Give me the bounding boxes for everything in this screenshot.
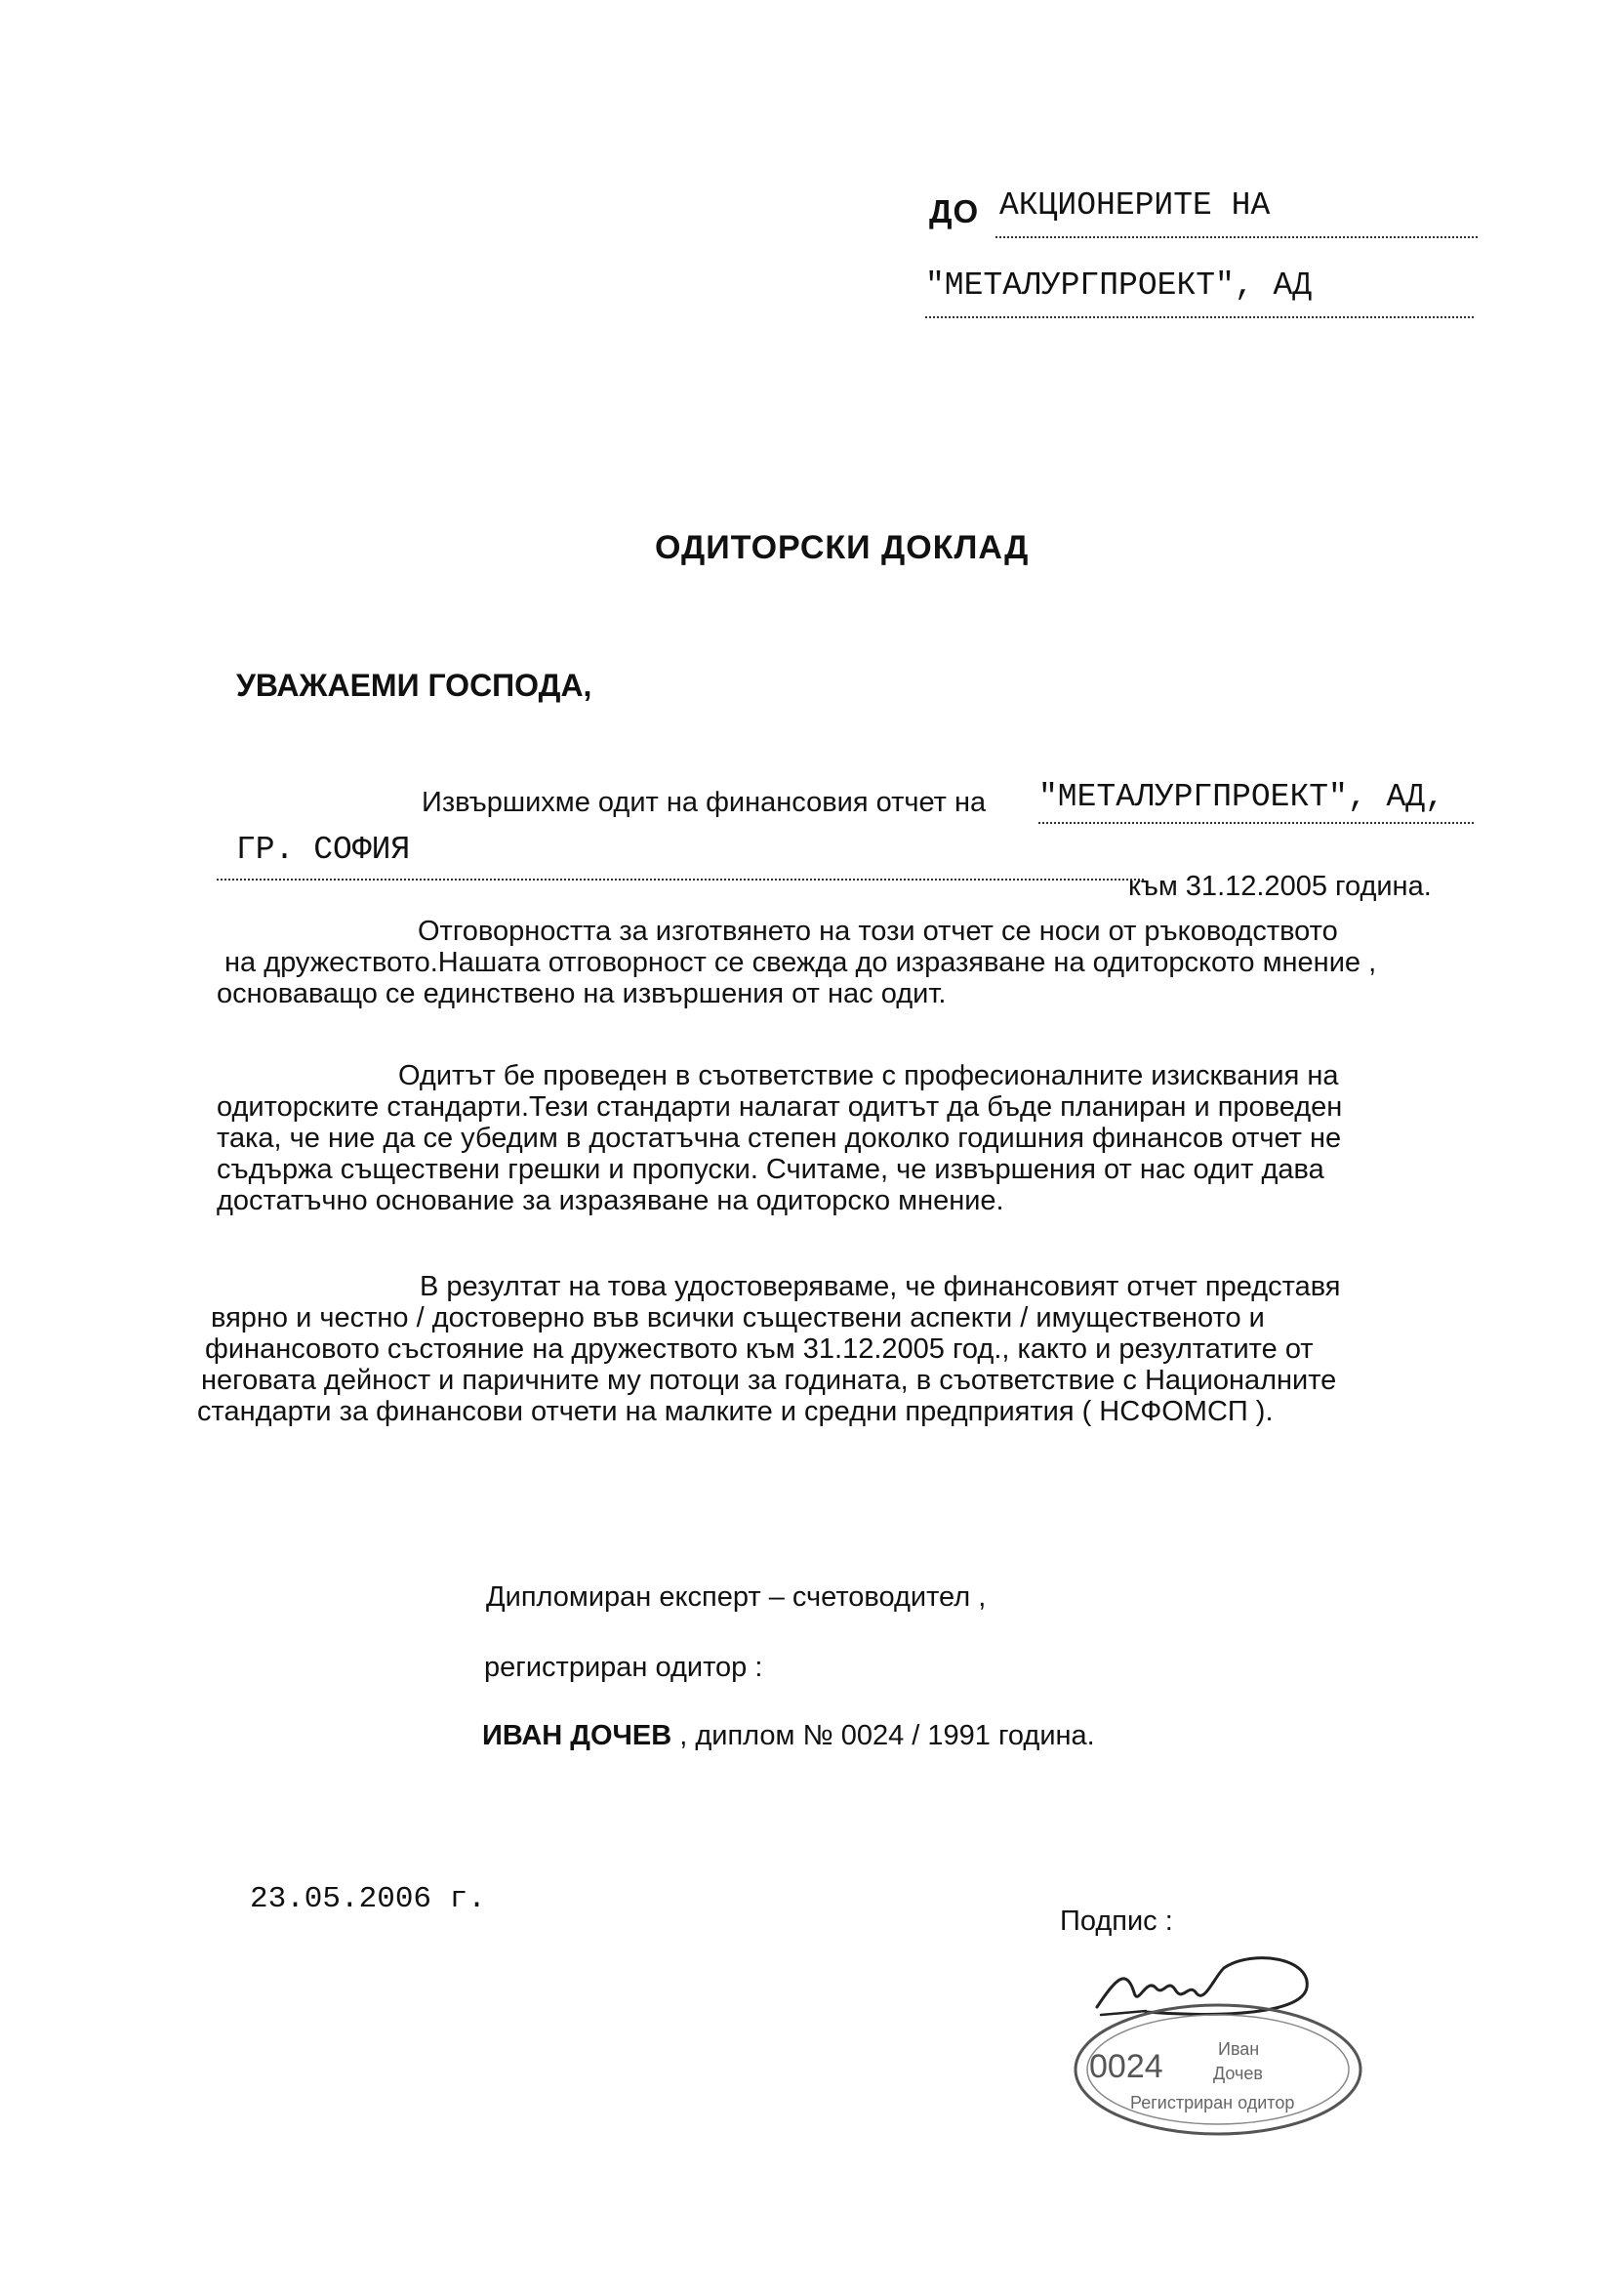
stamp-name-line1: Иван [1218, 2039, 1260, 2059]
paragraph-line: неговата дейност и паричните му потоци за годината, в съответствие с Националните [201, 1365, 1337, 1396]
paragraph-line: В резултат на това удостоверяваме, че финансовият отчет представя [420, 1271, 1341, 1302]
paragraph-line: на дружеството.Нашата отговорност се свежда до изразяване на одиторското мнение , [224, 947, 1377, 978]
salutation: УВАЖАЕМИ ГОСПОДА, [236, 668, 592, 703]
paragraph-line: Одитът бе проведен в съответствие с професионалните изисквания на [398, 1060, 1339, 1091]
paragraph-line: одиторските стандарти.Тези стандарти налагат одитът да бъде планиран и проведен [217, 1091, 1343, 1123]
paragraph-line: съдържа съществени грешки и пропуски. Считаме, че извършения от нас одит дава [217, 1154, 1324, 1185]
stamp-caption: Регистриран одитор [1130, 2093, 1295, 2112]
address-company-line: "МЕТАЛУРГПРОЕКТ", АД [925, 267, 1474, 318]
paragraph-line: така, че ние да се убедим в достатъчна степен доколко годишния финансов отчет не [217, 1123, 1342, 1154]
signature-label: Подпис : [1060, 1906, 1173, 1937]
paragraph-line: финансовото състояние на дружеството към 31.12.2005 год., както и резултатите от [205, 1333, 1314, 1365]
auditor-stamp [1072, 2001, 1364, 2138]
document-date: 23.05.2006 г. [250, 1882, 486, 1916]
stamp-number: 0024 [1089, 2048, 1163, 2085]
paragraph1-period: към 31.12.2005 година. [1128, 871, 1432, 902]
address-recipient-line: АКЦИОНЕРИТЕ НА [995, 187, 1478, 238]
address-label: ДО [929, 193, 980, 229]
paragraph-line: основаващо се единствено на извършения от нас одит. [217, 978, 947, 1009]
paragraph-line: достатъчно основание за изразяване на одиторско мнение. [217, 1185, 1004, 1216]
signatory-name-line [482, 1720, 1095, 1752]
paragraph-line: стандарти за финансови отчети на малките и средни предприятия ( НСФОМСП ). [197, 1396, 1274, 1427]
paragraph-line: Отговорността за изготвянето на този отчет се носи от ръководството [418, 916, 1338, 947]
signatory-registered: регистриран одитор : [484, 1652, 763, 1683]
document-title: ОДИТОРСКИ ДОКЛАД [655, 529, 1030, 566]
paragraph1-city: ГР. СОФИЯ [217, 832, 1144, 881]
paragraph-opinion [197, 1271, 1341, 1427]
paragraph-responsibility [217, 916, 1376, 1009]
signatory-title: Дипломиран експерт – счетоводител , [486, 1581, 987, 1613]
paragraph1-company: "МЕТАЛУРГПРОЕКТ", АД, [1038, 779, 1474, 824]
paragraph-line: вярно и честно / достоверно във всички съществени аспекти / имущественото и [211, 1302, 1265, 1333]
signatory-name: ИВАН ДОЧЕВ [482, 1720, 672, 1751]
stamp-name-line2: Дочев [1213, 2064, 1263, 2083]
paragraph-audit-scope [217, 1060, 1342, 1216]
paragraph1-intro: Извършихме одит на финансовия отчет на [422, 787, 987, 818]
signatory-diploma: , диплом № 0024 / 1991 година. [671, 1720, 1095, 1751]
